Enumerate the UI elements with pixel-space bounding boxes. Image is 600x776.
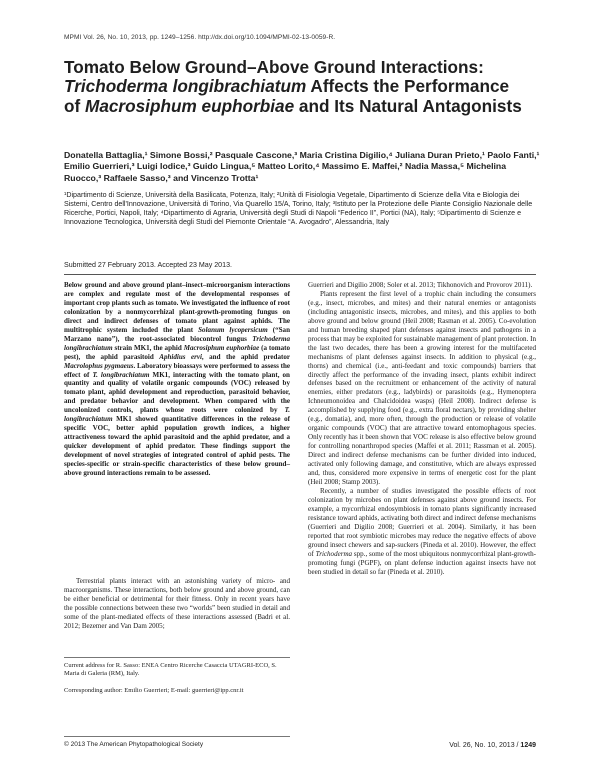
right-paragraph-2-text-b: spp., some of the most ubiquitous nonmycorrhizal plant-growth-promoting fungi (PGPF), on plant defense induction against insects have not been studied in detail so far (Pineda et al. 2010). bbox=[308, 549, 536, 576]
abstract-text-5: , and the aphid predator bbox=[201, 352, 290, 361]
abstract-species-plant: Solanum lycopersicum bbox=[198, 325, 268, 334]
title-line-1: Tomato Below Ground–Above Ground Interactions: bbox=[64, 57, 484, 77]
abstract-species-predator: Macrolophus pygmaeus bbox=[64, 361, 134, 370]
copyright-divider bbox=[64, 736, 290, 737]
footnote-corresponding-author: Corresponding author: Emilio Guerrieri; E-mail: guerrieri@ipp.cnr.it bbox=[64, 687, 244, 694]
abstract-text-8: MK1 showed quantitative differences in the release of specific VOC, better aphid population growth indices, a higher attractiveness toward the aphid parasitoid and the aphid predator, and a quicker development of aphid predator. These findings support the development of novel strategies of integrated control of aphid pests. The species-specific or strain-specific characteristics of these below ground–above ground interactions remain to be assessed. bbox=[64, 415, 290, 478]
right-paragraph-2-text-a: Recently, a number of studies investigated the possible effects of root colonization by microbes on plant defenses against above ground insects. For example, a mycorrhizal endosymbiosis in tomato plants significantly increased resistance toward aphids, activating both direct and indirect defense mechanisms (Guerrieri and Digilio 2008; Guerrieri et al. 2004). Similarly, it has been reported that root symbiotic microbes may reduce the negative effects of above ground insect chewers and sap-suckers (Pineda et al. 2010). However, the effect of bbox=[308, 486, 536, 558]
right-paragraph-2 bbox=[308, 487, 536, 577]
title-line-3-rest: and Its Natural Antagonists bbox=[294, 95, 522, 116]
abstract-species-aphid: Macrosiphum euphorbiae bbox=[183, 343, 260, 352]
title-species-aphid: Macrosiphum euphorbiae bbox=[85, 95, 295, 116]
affiliations: ¹Dipartimento di Scienze, Università della Basilicata, Potenza, Italy; ²Unità di Fisiologia Vegetale, Dipartimento di Scienze della Vita e Biologia dei Sistemi, Centro dell'Innovazione, Università di Torino, Via Quarello 15/A, Torino, Italy; ³Istituto per la Protezione delle Piante Consiglio Nazionale delle Ricerche, Portici, Napoli, Italy; ⁴Dipartimento di Agraria, Università degli Studi di Napoli “Federico II”, Portici (NA), Italy; ⁵Dipartimento di Scienze e Innovazione Tecnologica, Università degli Studi del Piemonte Orientale “A. Avogadro”, Alessandria, Italy bbox=[64, 191, 533, 227]
footnote-current-address: Current address for R. Sasso: ENEA Centro Ricerche Casaccia UTAGRI-ECO, S. Maria di Galeria (RM), Italy. bbox=[64, 662, 277, 678]
abstract-species-parasitoid: Aphidius ervi bbox=[159, 352, 202, 361]
submission-dates: Submitted 27 February 2013. Accepted 23 May 2013. bbox=[64, 261, 232, 269]
title-line-3 bbox=[64, 97, 544, 116]
article-title bbox=[64, 58, 544, 116]
abstract bbox=[64, 281, 290, 478]
footnote-divider bbox=[64, 657, 290, 658]
page-number-value: 1249 bbox=[520, 742, 536, 749]
abstract-species-fungus-2: T. longibrachiatum bbox=[92, 370, 150, 379]
abstract-text-3: strain MK1, the aphid bbox=[112, 343, 184, 352]
right-paragraph-2-genus: Trichoderma bbox=[315, 549, 353, 558]
journal-citation-line: MPMI Vol. 26, No. 10, 2013, pp. 1249–1256. http://dx.doi.org/10.1094/MPMI-02-13-0059-R. bbox=[64, 34, 336, 41]
abstract-species-fungus-3: T. longibrachiatum bbox=[64, 406, 290, 424]
abstract-text-2: (“San Marzano nano”), the root-associated biocontrol fungus bbox=[64, 325, 290, 343]
title-line-3-pre: of bbox=[64, 95, 85, 116]
copyright-notice: © 2013 The American Phytopathological Society bbox=[64, 741, 204, 748]
abstract-text-7: MK1, interacting with the tomato plant, on quantity and quality of volatile organic compounds (VOC) released by tomato plant, aphid development and reproduction, parasitoid behavior, and predator behavior and development. When compared with the uncolonized controls, plants whose roots were colonized by bbox=[64, 370, 290, 415]
title-line-2 bbox=[64, 77, 544, 96]
right-column-text bbox=[308, 281, 536, 576]
abstract-species-fungus: Trichoderma longibrachiatum bbox=[64, 334, 290, 352]
abstract-text-4: (a tomato pest), the aphid parasitoid bbox=[64, 343, 290, 361]
introduction-paragraph-left: Terrestrial plants interact with an astonishing variety of micro- and macroorganisms. These interactions, both below ground and above ground, can be either beneficial or detrimental for their fitness. Only in recent years have the possible connections between these two “worlds” been studied in detail and some of the plant-mediated effects of these interactions assessed (Badri et al. 2012; Bezemer and Van Dam 2005; bbox=[64, 577, 290, 630]
page-number bbox=[420, 742, 536, 749]
title-line-2-rest: Affects the Performance bbox=[306, 76, 510, 97]
right-paragraph-0: Guerrieri and Digilio 2008; Soler et al. 2013; Tikhonovich and Provorov 2011). bbox=[308, 281, 533, 289]
page-volume-info: Vol. 26, No. 10, 2013 / bbox=[449, 742, 521, 749]
header-divider bbox=[64, 274, 536, 275]
author-list: Donatella Battaglia,¹ Simone Bossi,² Pasquale Cascone,³ Maria Cristina Digilio,⁴ Juliana Duran Prieto,¹ Paolo Fanti,¹ Emilio Guerrieri,³ Luigi Iodice,³ Guido Lingua,⁵ Matteo Lorito,⁴ Massimo E. Maffei,² Nadia Massa,⁵ Michelina Ruocco,³ Raffaele Sasso,³ and Vincenzo Trotta¹ bbox=[64, 150, 540, 183]
title-species-fungus: Trichoderma longibrachiatum bbox=[64, 76, 307, 97]
abstract-text-6: . Laboratory bioassays were performed to assess the effect of bbox=[64, 361, 291, 379]
abstract-text-1: Below ground and above ground plant–insect–microorganism interactions are complex and regulate most of the developmental responses of important crop plants such as tomato. We investigated the influence of root colonization by a nonmycorrhizal plant-growth-promoting fungus on direct and indirect defenses of tomato plant against aphids. The multitrophic system included the plant bbox=[64, 281, 290, 334]
right-paragraph-1: Plants represent the first level of a trophic chain including the consumers (e.g., insect, microbes, and mites) and their natural enemies or antagonists (including antagonistic insects, microbes, and mites), and this applies to both above ground and below ground (Heil 2008; Rasman et al. 2005). Co-evolution and human breeding shaped plant defenses against insects and pathogens in a process that may be exploited for sustainable management of plant protection. In the last two decades, there has been a growing interest for the multifaceted mechanisms of plant defenses against insects. In addition to physical (e.g., thorns) and chemical (i.e., anti-feedant and toxic compounds) barriers that directly affect the performance of the invading insect, plants exhibit indirect defenses based on the recruitment or enhancement of the activity of natural enemies, either predators (e.g., ladybirds) or parasitoids (e.g., Hymenoptera Ichneumonoidea and Chalcidoidea wasps) (Heil 2008). Indirect defense is accomplished by supplying food (e.g., extra floral nectars), by providing shelter (e.g., domatia), and, more often, through the production or release of volatile organic compounds (VOC) that are attractive toward entomophagous species. Only recently has it been shown that VOC release is also effective below ground for controlling nonarthropod species (Maffei et al. 2011; Rassman et al. 2005). Direct and indirect defense mechanisms can be further divided into induced, activated only following damage, and constitutive, which are always expressed and, thus, considered more expensive in terms of energetic cost for the plant (Heil 2008; Stamp 2003). bbox=[308, 289, 536, 486]
